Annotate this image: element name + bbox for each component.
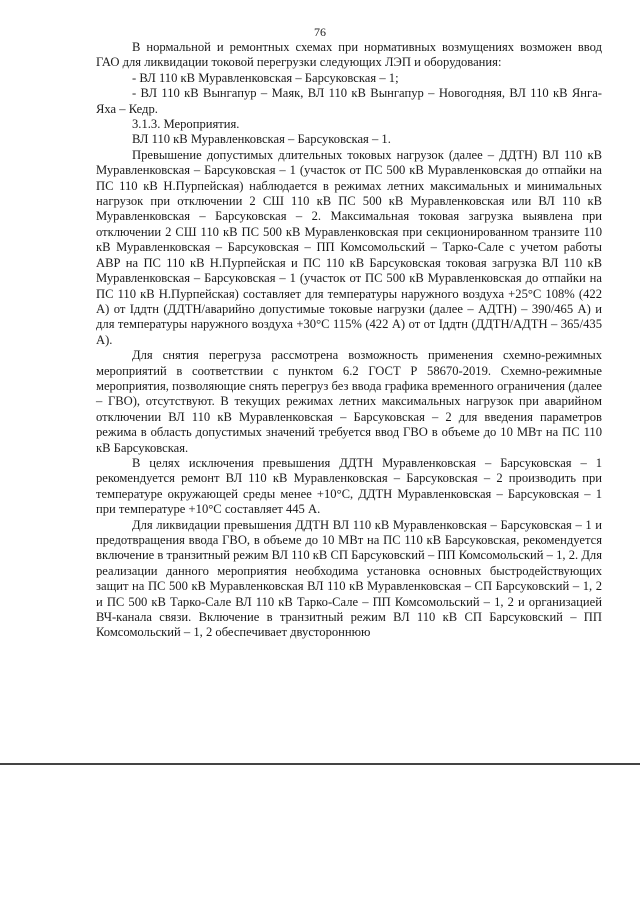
- paragraph: В нормальной и ремонтных схемах при нормативных возмущениях возможен ввод ГАО для ликвидации токовой перегрузки следующих ЛЭП и оборудования:: [96, 40, 602, 70]
- list-item: - ВЛ 110 кВ Вынгапур – Маяк, ВЛ 110 кВ Вынгапур – Новогодняя, ВЛ 110 кВ Янга-Яха – Кедр.: [96, 86, 602, 116]
- list-item: - ВЛ 110 кВ Муравленковская – Барсуковская – 1;: [132, 70, 399, 85]
- paragraph: Для снятия перегруза рассмотрена возможность применения схемно-режимных мероприятий в соответствии с пунктом 6.2 ГОСТ Р 58670-2019. Схемно-режимные мероприятия, позволяющие снять перегруз без ввода графика временного ограничения (далее – ГВО), отсутствуют. В текущих режимах летних максимальных нагрузок при аварийном отключении ВЛ 110 кВ Муравленковская – Барсуковская – 2 для введения параметров режима в область допустимых значений требуется ввод ГВО в объеме до 10 МВт на ПС 110 кВ Барсуковская.: [96, 348, 602, 455]
- page-number: 76: [314, 25, 326, 39]
- section-heading: 3.1.3. Мероприятия.: [132, 117, 240, 132]
- subsection-heading: ВЛ 110 кВ Муравленковская – Барсуковская – 1.: [132, 132, 391, 147]
- paragraph: В целях исключения превышения ДДТН Муравленковская – Барсуковская – 1 рекомендуется ремонт ВЛ 110 кВ Муравленковская – Барсуковская – 2 производить при температуре окружающей среды менее +10°С, ДДТН Муравленковская – Барсуковская – 1 при температуре +10°С составляет 445 А.: [96, 455, 602, 517]
- paragraph: Для ликвидации превышения ДДТН ВЛ 110 кВ Муравленковская – Барсуковская – 1 и предотвращения ввода ГВО, в объеме до 10 МВт на ПС 110 кВ Барсуковская, рекомендуется включение в транзитный режим ВЛ 110 кВ СП Барсуковский – ПП Комсомольский – 1, 2. Для реализации данного мероприятия необходима установка основных быстродействующих защит на ПС 500 кВ Муравленковская ВЛ 110 кВ Муравленковская – СП Барсуковский – 1, 2 и ПС 500 кВ Тарко-Сале ВЛ 110 кВ Тарко-Сале – ПП Комсомольский – 1, 2 и организацией ВЧ-канала связи. Включение в транзитный режим ВЛ 110 кВ СП Барсуковский – ПП Комсомольский – 1, 2 обеспечивает двустороннюю: [96, 517, 602, 640]
- body-text: [96, 40, 602, 641]
- paragraph: Превышение допустимых длительных токовых нагрузок (далее – ДДТН) ВЛ 110 кВ Муравленковская – Барсуковская – 1 (участок от ПС 500 кВ Муравленковская до отпайки на ПС 110 кВ Н.Пурпейская) наблюдается в режимах летних максимальных и минимальных нагрузок при отключении 2 СШ 110 кВ ПС 500 кВ Муравленковская или ВЛ 110 кВ Муравленковская – Барсуковская – 2. Максимальная токовая загрузка выявлена при отключении 2 СШ 110 кВ ПС 500 кВ Муравленковская при секционированном транзите 110 кВ Муравленковская – Барсуковская – ПП Комсомольский – Тарко-Сале с учетом работы АВР на ПС 110 кВ Н.Пурпейская и ПС 110 кВ Барсуковская токовая загрузка ВЛ 110 кВ Муравленковская – Барсуковская – 1 (участок от ПС 500 кВ Муравленковская до отпайки на ПС 110 кВ Н.Пурпейская) составляет для температуры наружного воздуха +25°С 108% (422 А) от Iддтн (ДДТН/аварийно допустимые токовые нагрузки (далее – АДТН) – 390/465 А) и для температуры наружного воздуха +30°С 115% (422 А) от от Iддтн (ДДТН/АДТН – 365/435 А).: [96, 147, 602, 347]
